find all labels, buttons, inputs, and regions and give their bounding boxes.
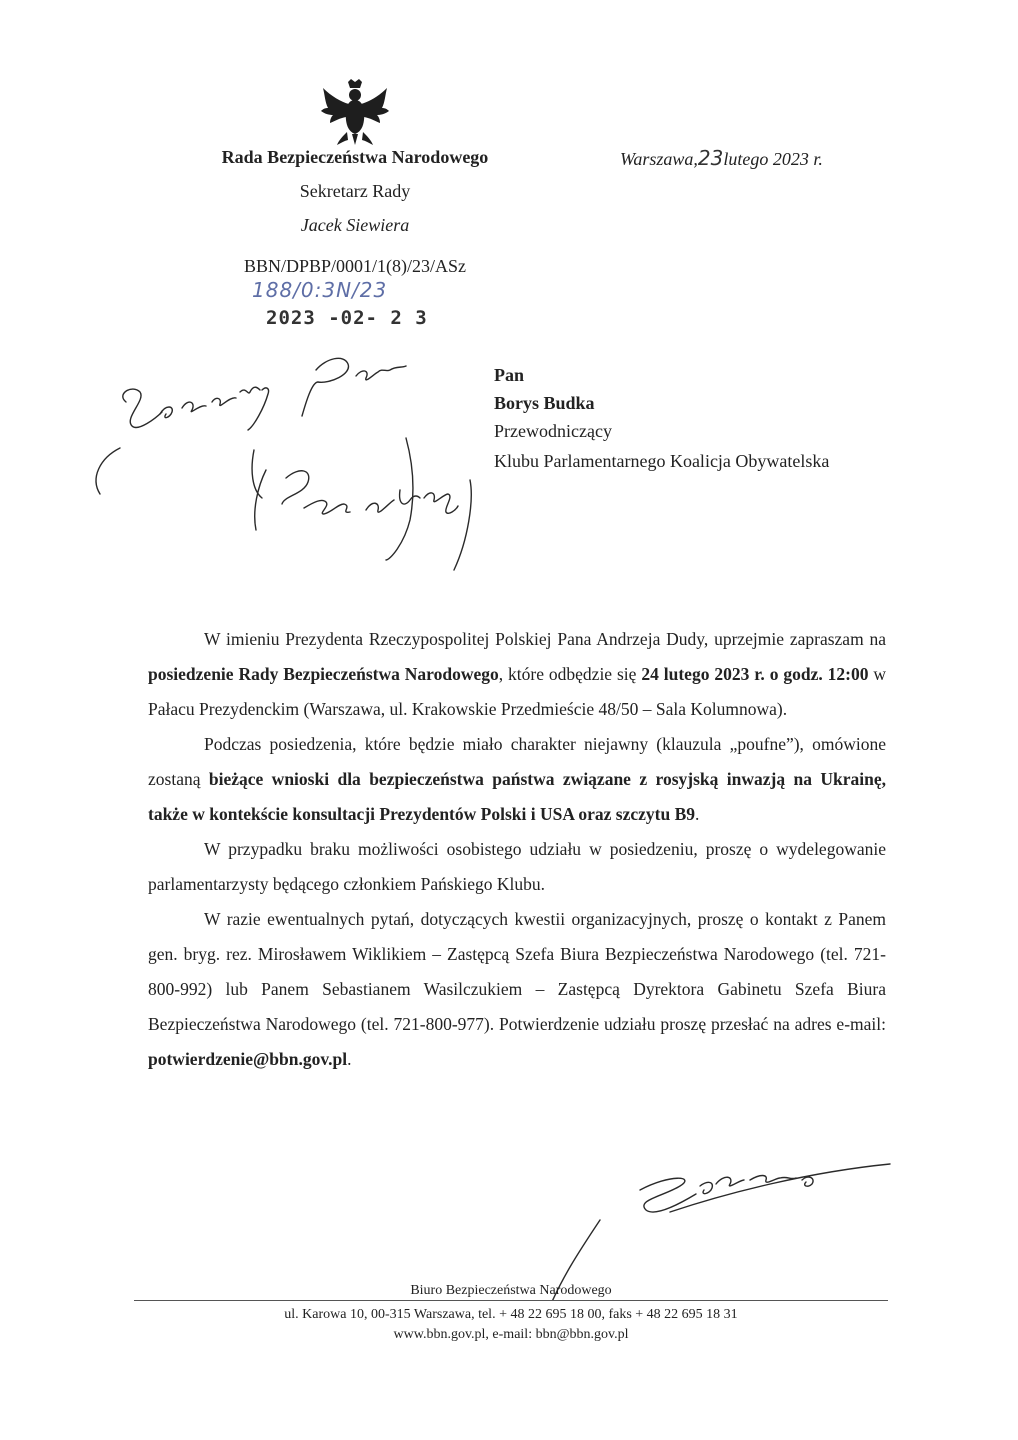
handwritten-greeting <box>90 330 510 590</box>
paragraph-delegation: W przypadku braku możliwości osobistego udziału w posiedzeniu, proszę o wydelegowanie parlamentarzysty będącego członkiem Pańskiego Klubu. <box>148 839 886 894</box>
text-run: W razie ewentualnych pytań, dotyczących kwestii organizacyjnych, proszę o kontakt z Panem gen. bryg. rez. Mirosławem Wiklikiem – Zastępcą Szefa Biura Bezpieczeństwa Narodowego (tel. 721-800-992) lub Panem Sebastianem Wasilczukiem – Zastępcą Dyrektora Gabinetu Szefa Biura Bezpieczeństwa Narodowego (tel. 721-800-977). Potwierdzenie udziału proszę przesłać na adres e-mail: <box>148 909 886 1034</box>
paragraph-contact <box>148 902 886 1077</box>
addressee-name: Borys Budka <box>494 393 595 413</box>
text-run: , które odbędzie się <box>498 664 642 684</box>
letter-body <box>148 622 886 1077</box>
text-run: w Pałacu Prezydenckim (Warszawa, ul. Krakowskie Przedmieście 48/50 – Sala Kolumnowa). <box>148 664 887 719</box>
addressee-salutation: Pan <box>494 365 525 385</box>
paragraph-invitation <box>148 622 886 727</box>
bold-run: bieżące wnioski dla bezpieczeństwa państwa związane z rosyjską inwazją na Ukrainę, także w kontekście konsultacji Prezydentów Polski i USA oraz szczytu B9 <box>148 769 886 824</box>
sender-role: Sekretarz Rady <box>299 181 411 201</box>
handwritten-signature <box>530 1150 900 1300</box>
footer-office: Biuro Bezpieczeństwa Narodowego <box>410 1283 612 1298</box>
bold-run: posiedzenie Rady Bezpieczeństwa Narodowego <box>148 664 499 684</box>
footer-divider <box>134 1300 888 1301</box>
addressee-title: Przewodniczący <box>494 421 612 441</box>
text-run: . <box>347 1049 352 1069</box>
handwritten-day: 23 <box>697 146 724 170</box>
text-run: . <box>695 804 700 824</box>
council-name: Rada Bezpieczeństwa Narodowego <box>221 147 489 167</box>
place-date <box>620 146 823 170</box>
place: Warszawa, <box>620 149 698 169</box>
bold-run: 24 lutego 2023 r. o godz. 12:00 <box>641 664 869 684</box>
registry-stamp-number: 188/0:3N/23 <box>252 278 388 302</box>
addressee-club: Klubu Parlamentarnego Koalicja Obywatelska <box>494 451 830 471</box>
registry-stamp-date: 2023 -02- 2 3 <box>266 307 428 329</box>
footer-web: www.bbn.gov.pl, e-mail: bbn@bbn.gov.pl <box>393 1327 629 1342</box>
month-year: lutego 2023 r. <box>723 149 823 169</box>
email-link: potwierdzenie@bbn.gov.pl <box>148 1049 348 1069</box>
footer-address: ul. Karowa 10, 00-315 Warszawa, tel. + 48 22 695 18 00, faks + 48 22 695 18 31 <box>284 1307 738 1322</box>
text-run: W imieniu Prezydenta Rzeczypospolitej Polskiej Pana Andrzeja Dudy, uprzejmie zapraszam na <box>204 629 886 649</box>
sender-name: Jacek Siewiera <box>300 215 410 235</box>
paragraph-agenda <box>148 727 886 832</box>
reference-number: BBN/DPBP/0001/1(8)/23/ASz <box>243 256 467 276</box>
polish-eagle-icon <box>320 78 390 146</box>
text-run: Podczas posiedzenia, które będzie miało charakter niejawny (klauzula „poufne”), omówione zostaną <box>148 734 886 789</box>
